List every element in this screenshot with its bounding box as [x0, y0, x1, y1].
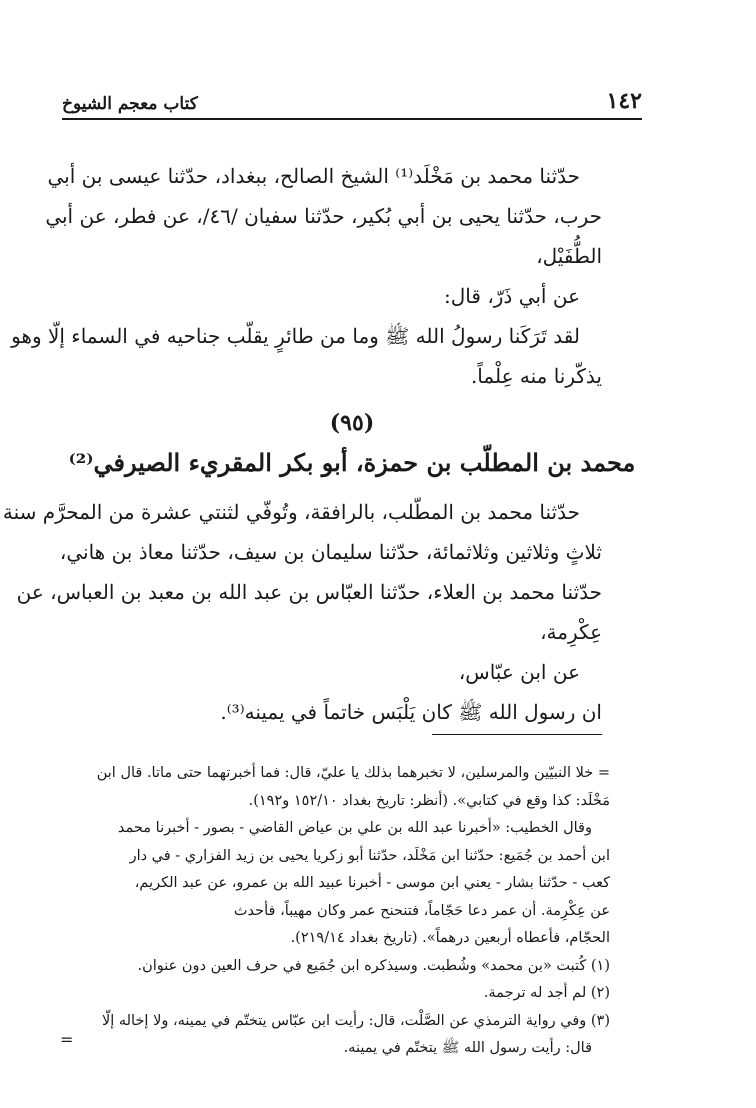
text-line: ثلاثٍ وثلاثين وثلاثمائة، حدّثنا سليمان بن سيف، حدّثنا معاذ بن هاني،: [59, 540, 602, 564]
footnote-2: (٢) لم أجد له ترجمة.: [483, 985, 610, 1001]
entry-94-text: [11, 156, 602, 396]
entry-95-text: [2, 492, 602, 732]
footnote-line: كعب - حدّثنا بشار - يعني ابن موسى - أخبرنا عبيد الله بن عمرو، عن عبد الكريم،: [134, 875, 610, 891]
text-line: حدّثنا محمد بن مَخْلَد⁽¹⁾ الشيخ الصالح، ببغداد، حدّثنا عيسى بن أبي: [47, 164, 580, 188]
text-line: حدّثنا محمد بن المطّلب، بالرافقة، وتُوفّي لثنتي عشرة من المحرَّم سنة: [2, 500, 580, 524]
text-line: حرب، حدّثنا يحيى بن أبي بُكير، حدّثنا سفيان /٤٦/، عن فطر، عن أبي: [45, 204, 602, 228]
footnote-1: (١) كُتبت «بن محمد» وشُطبت. وسيذكره ابن جُمَيع في حرف العين دون عنوان.: [137, 957, 610, 974]
header-rule: [62, 118, 642, 120]
section-title: محمد بن المطلّب بن حمزة، أبو بكر المقريء الصيرفي⁽²⁾: [68, 448, 636, 477]
text-line: يذكّرنا منه عِلْماً.: [470, 364, 602, 388]
footnote-3: (٣) وفي رواية الترمذي عن الصَّلْت، قال: رأيت ابن عبّاس يتختّم في يمينه، ولا إخاله إلّا: [101, 1012, 610, 1029]
footnote-separator: [432, 734, 602, 735]
footnote-line: قال: رأيت رسول الله ﷺ يتختّم في يمينه.: [343, 1040, 592, 1056]
section-number: (٩٥): [329, 410, 375, 436]
footnote-line: عن عِكْرِمة. أن عمر دعا حَجّاماً، فتنحنح عمر وكان مهيباً، فأحدث: [233, 902, 610, 919]
footnote-line: وقال الخطيب: «أخبرنا عبد الله بن علي بن عياض القاضي - بصور - أخبرنا محمد: [117, 820, 592, 836]
continuation-mark: =: [60, 1030, 74, 1049]
text-line: حدّثنا محمد بن العلاء، حدّثنا العبّاس بن عبد الله بن معبد بن العباس، عن: [16, 580, 602, 604]
page-number: ١٤٢: [606, 88, 642, 114]
page-header: [62, 88, 642, 114]
text-line: ان رسول الله ﷺ كان يَلْبَس خاتماً في يمينه⁽³⁾.: [220, 700, 602, 724]
text-line: عِكْرِمة،: [540, 620, 602, 644]
footnote-line: ابن أحمد بن جُمَيع: حدّثنا ابن مَخْلَد، حدّثنا أبو زكريا يحيى بن زيد الفزاري - في دار: [129, 847, 610, 864]
text-line: الطُّفَيْل،: [536, 244, 602, 268]
text-line: لقد تَرَكَنا رسولُ الله ﷺ وما من طائرٍ يقلّب جناحيه في السماء إلّا وهو: [11, 324, 580, 348]
text-line: عن أبي ذَرّ، قال:: [444, 284, 580, 308]
footnote-line: = خلا النبيّين والمرسلين، لا تخبرهما بذلك يا عليّ، قال: فما أخبرتهما حتى ماتا. قال ابن: [96, 765, 610, 781]
footnote-line: مَخْلَد: كذا وقع في كتابي». (أنظر: تاريخ بغداد ١٥٢/١٠ و١٩٢).: [248, 792, 610, 809]
running-title: كتاب معجم الشيوخ: [62, 94, 198, 114]
text-line: عن ابن عبّاس،: [458, 660, 580, 684]
footnote-line: الحجّام، فأعطاه أربعين درهماً». (تاريخ بغداد ٢١٩/١٤).: [290, 930, 610, 946]
footnotes: [55, 760, 610, 1063]
